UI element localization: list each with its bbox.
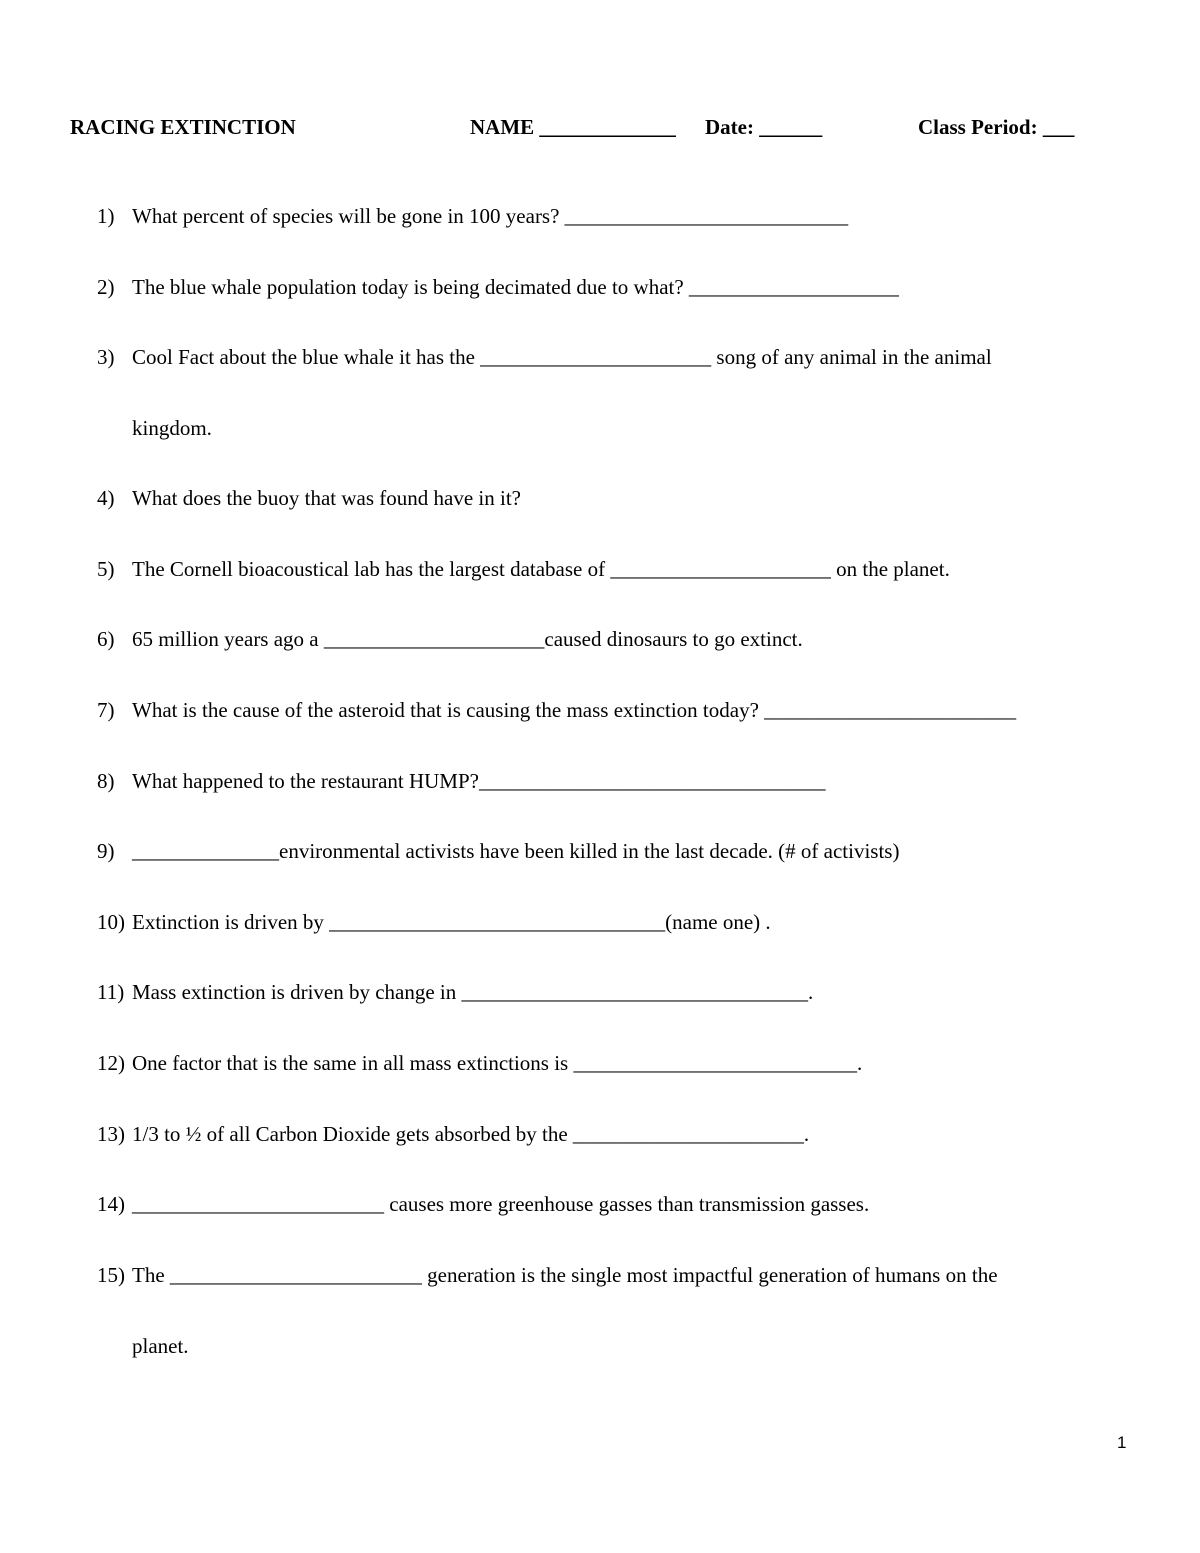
question-number: 4): [97, 486, 115, 510]
question-number: 2): [97, 275, 115, 299]
question-text: What percent of species will be gone in 100 years? ___________________________: [132, 204, 849, 228]
question-number: 3): [97, 345, 115, 369]
question-7: [97, 700, 1016, 721]
name-field: NAME _____________: [470, 115, 676, 139]
question-2: [97, 277, 899, 298]
question-13: [97, 1124, 809, 1145]
question-text: ________________________ causes more greenhouse gasses than transmission gasses.: [132, 1192, 870, 1216]
question-number: 11): [97, 980, 125, 1004]
date-field: Date: ______: [705, 115, 823, 139]
question-number: 6): [97, 627, 115, 651]
question-14: [97, 1194, 869, 1215]
question-15: [97, 1265, 998, 1286]
question-3-continuation: kingdom.: [132, 416, 212, 440]
question-11: [97, 982, 813, 1003]
question-number: 15): [97, 1263, 125, 1287]
question-text: Cool Fact about the blue whale it has the ______________________ song of any animal in the animal: [132, 345, 992, 369]
question-text: Extinction is driven by ________________________________(name one) .: [132, 910, 771, 934]
question-text: The ________________________ generation is the single most impactful generation of humans on the: [132, 1263, 998, 1287]
class-period-field: Class Period: ___: [918, 115, 1075, 139]
question-number: 14): [97, 1192, 125, 1216]
question-text: 65 million years ago a _____________________caused dinosaurs to go extinct.: [132, 627, 803, 651]
question-number: 5): [97, 557, 115, 581]
worksheet-title: RACING EXTINCTION: [70, 115, 296, 139]
question-number: 9): [97, 839, 115, 863]
page-number: 1: [1117, 1433, 1127, 1452]
question-12: [97, 1053, 862, 1074]
question-text: The blue whale population today is being decimated due to what? ____________________: [132, 275, 899, 299]
question-number: 8): [97, 769, 115, 793]
question-text: What is the cause of the asteroid that is causing the mass extinction today? ________________________: [132, 698, 1017, 722]
question-text: The Cornell bioacoustical lab has the largest database of _____________________ on the planet.: [132, 557, 950, 581]
question-15-continuation: planet.: [132, 1334, 189, 1358]
question-4: [97, 488, 521, 509]
question-10: [97, 912, 771, 933]
question-5: [97, 559, 950, 580]
question-number: 13): [97, 1122, 125, 1146]
question-text: What does the buoy that was found have in it?: [132, 486, 521, 510]
question-text: Mass extinction is driven by change in _________________________________.: [132, 980, 814, 1004]
question-number: 7): [97, 698, 115, 722]
question-8: [97, 771, 825, 792]
question-text: 1/3 to ½ of all Carbon Dioxide gets absorbed by the ______________________.: [132, 1122, 810, 1146]
question-1: [97, 206, 848, 227]
question-number: 12): [97, 1051, 125, 1075]
question-3: [97, 347, 992, 368]
worksheet-header: [70, 115, 1130, 147]
question-text: One factor that is the same in all mass extinctions is ___________________________.: [132, 1051, 863, 1075]
question-6: [97, 629, 803, 650]
question-9: [97, 841, 899, 862]
question-number: 1): [97, 204, 115, 228]
question-text: What happened to the restaurant HUMP?_________________________________: [132, 769, 826, 793]
question-number: 10): [97, 910, 125, 934]
question-text: ______________environmental activists have been killed in the last decade. (# of activists): [132, 839, 900, 863]
